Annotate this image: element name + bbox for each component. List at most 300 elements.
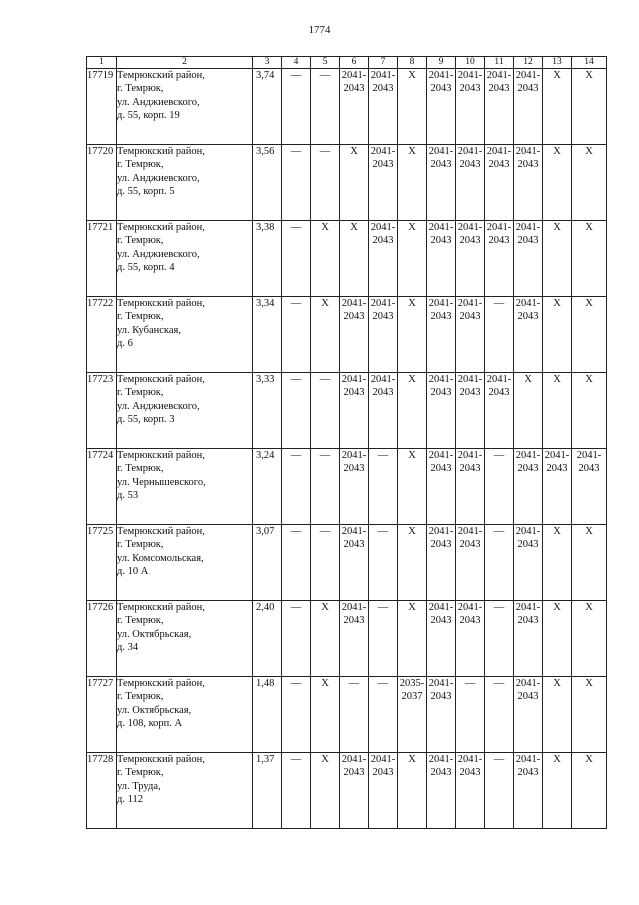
address-line: г. Темрюк, [117, 311, 164, 323]
address-cell [117, 677, 253, 753]
value-cell-col-14 [572, 601, 607, 677]
cell-value: 2041- 2043 [457, 146, 483, 171]
cell-value: 2041- 2043 [428, 298, 454, 323]
value-cell-col-5 [311, 677, 340, 753]
cell-value: — [348, 678, 360, 689]
cell-value: 2041- 2043 [457, 70, 483, 95]
table-row [87, 145, 607, 221]
cell-value: — [377, 678, 389, 689]
cell-value: 3,24 [256, 450, 275, 461]
address-line: ул. Октябрьская, [117, 628, 192, 640]
value-cell-col-9 [427, 601, 456, 677]
value-cell-col-3 [253, 677, 282, 753]
cell-value: 2041- 2043 [515, 678, 541, 703]
value-cell-col-13 [543, 753, 572, 829]
cell-value: Х [321, 222, 329, 233]
cell-value: 2041- 2043 [341, 374, 367, 399]
cell-value: Х [408, 754, 416, 765]
cell-value: Х [553, 754, 561, 765]
cell-value: 2041- 2043 [428, 222, 454, 247]
value-cell-col-5 [311, 221, 340, 297]
column-header: 6 [340, 57, 369, 69]
value-cell-col-4 [282, 373, 311, 449]
cell-value: — [290, 374, 302, 385]
value-cell-col-9 [427, 221, 456, 297]
cell-value: Х [408, 602, 416, 613]
cell-value: 2041- 2043 [370, 374, 396, 399]
value-cell-col-4 [282, 69, 311, 145]
value-cell-col-10 [456, 221, 485, 297]
cell-value: 2041- 2043 [457, 754, 483, 779]
column-header: 2 [117, 57, 253, 69]
address-cell [117, 373, 253, 449]
row-number-cell [87, 221, 117, 297]
address-line: д. 55, корп. 5 [117, 186, 175, 198]
cell-value: 2041- 2043 [428, 146, 454, 171]
value-cell-col-9 [427, 145, 456, 221]
cell-value: Х [350, 146, 358, 157]
cell-value: 2041- 2043 [515, 222, 541, 247]
address-line: д. 6 [117, 338, 133, 350]
row-number-cell [87, 601, 117, 677]
value-cell-col-6 [340, 297, 369, 373]
cell-value: — [319, 450, 331, 461]
cell-value: 2041- 2043 [515, 754, 541, 779]
address-cell [117, 601, 253, 677]
value-cell-col-14 [572, 753, 607, 829]
row-number: 17728 [87, 754, 114, 765]
cell-value: Х [585, 754, 593, 765]
cell-value: 3,56 [256, 146, 275, 157]
row-number-cell [87, 449, 117, 525]
cell-value: 2041- 2043 [457, 450, 483, 475]
cell-value: — [290, 70, 302, 81]
cell-value: 2041- 2043 [486, 146, 512, 171]
cell-value: — [493, 526, 505, 537]
value-cell-col-5 [311, 601, 340, 677]
value-cell-col-11 [485, 373, 514, 449]
value-cell-col-13 [543, 69, 572, 145]
address-line: Темрюкский район, [117, 146, 205, 157]
cell-value: 2041- 2043 [457, 602, 483, 627]
cell-value: Х [585, 374, 593, 385]
value-cell-col-9 [427, 69, 456, 145]
cell-value: Х [553, 602, 561, 613]
value-cell-col-6 [340, 525, 369, 601]
value-cell-col-7 [369, 677, 398, 753]
cell-value: — [290, 754, 302, 765]
value-cell-col-14 [572, 373, 607, 449]
cell-value: Х [553, 374, 561, 385]
table-row [87, 753, 607, 829]
cell-value: — [493, 602, 505, 613]
address-line: Темрюкский район, [117, 602, 205, 613]
cell-value: 2041- 2043 [515, 70, 541, 95]
address-line: д. 112 [117, 794, 143, 806]
value-cell-col-4 [282, 677, 311, 753]
value-cell-col-7 [369, 753, 398, 829]
cell-value: 2041- 2043 [370, 222, 396, 247]
cell-value: 2041- 2043 [341, 754, 367, 779]
cell-value: 3,33 [256, 374, 275, 385]
value-cell-col-14 [572, 525, 607, 601]
cell-value: 2041- 2043 [428, 70, 454, 95]
address-line: д. 55, корп. 3 [117, 414, 175, 426]
column-header: 3 [253, 57, 282, 69]
cell-value: 2041- 2043 [515, 526, 541, 551]
value-cell-col-8 [398, 753, 427, 829]
value-cell-col-10 [456, 69, 485, 145]
table-row [87, 373, 607, 449]
cell-value: — [290, 146, 302, 157]
address-line: ул. Анджиевского, [117, 248, 200, 260]
cell-value: — [493, 298, 505, 309]
value-cell-col-7 [369, 145, 398, 221]
cell-value: Х [321, 678, 329, 689]
address-line: ул. Анджиевского, [117, 96, 200, 108]
cell-value: 2,40 [256, 602, 275, 613]
address-line: ул. Труда, [117, 780, 161, 792]
cell-value: 2041- 2043 [544, 450, 570, 475]
value-cell-col-5 [311, 145, 340, 221]
value-cell-col-10 [456, 753, 485, 829]
cell-value: — [290, 678, 302, 689]
cell-value: — [377, 526, 389, 537]
row-number-cell [87, 69, 117, 145]
value-cell-col-7 [369, 525, 398, 601]
column-header: 7 [369, 57, 398, 69]
value-cell-col-6 [340, 601, 369, 677]
column-header: 10 [456, 57, 485, 69]
column-header: 14 [572, 57, 607, 69]
table-row [87, 677, 607, 753]
value-cell-col-11 [485, 221, 514, 297]
value-cell-col-13 [543, 449, 572, 525]
cell-value: — [493, 754, 505, 765]
table-row [87, 449, 607, 525]
address-line: Темрюкский район, [117, 70, 205, 81]
cell-value: — [493, 450, 505, 461]
value-cell-col-12 [514, 525, 543, 601]
column-header: 11 [485, 57, 514, 69]
row-number: 17725 [87, 526, 114, 537]
row-number-cell [87, 373, 117, 449]
cell-value: 3,38 [256, 222, 275, 233]
value-cell-col-11 [485, 145, 514, 221]
table-row [87, 297, 607, 373]
cell-value: — [290, 298, 302, 309]
address-line: г. Темрюк, [117, 691, 164, 703]
cell-value: Х [553, 526, 561, 537]
value-cell-col-10 [456, 449, 485, 525]
address-line: д. 10 А [117, 566, 149, 578]
column-header: 12 [514, 57, 543, 69]
address-cell [117, 753, 253, 829]
value-cell-col-10 [456, 601, 485, 677]
value-cell-col-11 [485, 753, 514, 829]
cell-value: — [464, 678, 476, 689]
value-cell-col-12 [514, 677, 543, 753]
cell-value: 2041- 2043 [341, 298, 367, 323]
row-number: 17723 [87, 374, 114, 385]
column-header: 9 [427, 57, 456, 69]
value-cell-col-3 [253, 525, 282, 601]
value-cell-col-14 [572, 221, 607, 297]
cell-value: 2041- 2043 [341, 70, 367, 95]
address-line: ул. Кубанская, [117, 324, 181, 336]
value-cell-col-10 [456, 145, 485, 221]
value-cell-col-14 [572, 297, 607, 373]
value-cell-col-4 [282, 525, 311, 601]
value-cell-col-13 [543, 601, 572, 677]
address-cell [117, 221, 253, 297]
row-number-cell [87, 297, 117, 373]
address-line: Темрюкский район, [117, 222, 205, 233]
cell-value: Х [553, 298, 561, 309]
address-line: ул. Анджиевского, [117, 400, 200, 412]
column-header: 1 [87, 57, 117, 69]
value-cell-col-7 [369, 373, 398, 449]
cell-value: 2041- 2043 [457, 374, 483, 399]
value-cell-col-5 [311, 373, 340, 449]
value-cell-col-8 [398, 297, 427, 373]
value-cell-col-5 [311, 449, 340, 525]
column-header: 5 [311, 57, 340, 69]
value-cell-col-3 [253, 69, 282, 145]
value-cell-col-5 [311, 69, 340, 145]
value-cell-col-6 [340, 69, 369, 145]
cell-value: Х [321, 754, 329, 765]
address-line: Темрюкский район, [117, 526, 205, 537]
column-header: 13 [543, 57, 572, 69]
value-cell-col-9 [427, 677, 456, 753]
cell-value: 2041- 2043 [486, 374, 512, 399]
value-cell-col-10 [456, 373, 485, 449]
value-cell-col-4 [282, 297, 311, 373]
value-cell-col-11 [485, 677, 514, 753]
value-cell-col-3 [253, 373, 282, 449]
cell-value: Х [408, 222, 416, 233]
value-cell-col-12 [514, 297, 543, 373]
value-cell-col-9 [427, 373, 456, 449]
table-body [87, 57, 607, 829]
cell-value: 2041- 2043 [457, 222, 483, 247]
cell-value: 2041- 2043 [576, 450, 602, 475]
table-row [87, 69, 607, 145]
row-number: 17722 [87, 298, 114, 309]
column-header-row [87, 57, 607, 69]
value-cell-col-8 [398, 449, 427, 525]
row-number-cell [87, 753, 117, 829]
cell-value: 2041- 2043 [428, 754, 454, 779]
cell-value: 2041- 2043 [515, 450, 541, 475]
cell-value: — [290, 602, 302, 613]
address-cell [117, 145, 253, 221]
cell-value: Х [585, 298, 593, 309]
cell-value: — [493, 678, 505, 689]
value-cell-col-4 [282, 601, 311, 677]
value-cell-col-6 [340, 677, 369, 753]
cell-value: Х [553, 70, 561, 81]
value-cell-col-9 [427, 449, 456, 525]
table-row [87, 525, 607, 601]
cell-value: Х [408, 298, 416, 309]
cell-value: Х [408, 146, 416, 157]
value-cell-col-6 [340, 373, 369, 449]
value-cell-col-14 [572, 449, 607, 525]
cell-value: 3,74 [256, 70, 275, 81]
value-cell-col-8 [398, 601, 427, 677]
cell-value: 1,48 [256, 678, 275, 689]
address-line: д. 55, корп. 4 [117, 262, 175, 274]
cell-value: 2041- 2043 [428, 602, 454, 627]
address-line: Темрюкский район, [117, 678, 205, 689]
value-cell-col-10 [456, 297, 485, 373]
cell-value: Х [553, 146, 561, 157]
value-cell-col-7 [369, 69, 398, 145]
cell-value: — [290, 526, 302, 537]
value-cell-col-7 [369, 221, 398, 297]
register-table [86, 56, 607, 829]
value-cell-col-11 [485, 297, 514, 373]
cell-value: 2041- 2043 [428, 374, 454, 399]
address-line: г. Темрюк, [117, 767, 164, 779]
value-cell-col-5 [311, 297, 340, 373]
cell-value: — [319, 374, 331, 385]
value-cell-col-8 [398, 145, 427, 221]
cell-value: — [319, 146, 331, 157]
cell-value: Х [585, 678, 593, 689]
address-line: д. 53 [117, 490, 139, 502]
address-line: Темрюкский район, [117, 298, 205, 309]
row-number: 17724 [87, 450, 114, 461]
value-cell-col-12 [514, 601, 543, 677]
value-cell-col-8 [398, 221, 427, 297]
address-line: Темрюкский район, [117, 374, 205, 385]
cell-value: 2041- 2043 [428, 526, 454, 551]
cell-value: 2041- 2043 [486, 222, 512, 247]
value-cell-col-3 [253, 601, 282, 677]
address-line: г. Темрюк, [117, 463, 164, 475]
row-number: 17720 [87, 146, 114, 157]
cell-value: — [377, 450, 389, 461]
cell-value: Х [408, 374, 416, 385]
value-cell-col-6 [340, 449, 369, 525]
table-row [87, 221, 607, 297]
cell-value: — [377, 602, 389, 613]
address-line: г. Темрюк, [117, 235, 164, 247]
cell-value: Х [350, 222, 358, 233]
address-line: г. Темрюк, [117, 83, 164, 95]
address-line: ул. Октябрьская, [117, 704, 192, 716]
value-cell-col-12 [514, 69, 543, 145]
address-cell [117, 449, 253, 525]
cell-value: Х [524, 374, 532, 385]
cell-value: Х [585, 602, 593, 613]
cell-value: 2041- 2043 [457, 298, 483, 323]
value-cell-col-7 [369, 449, 398, 525]
cell-value: Х [408, 70, 416, 81]
row-number-cell [87, 525, 117, 601]
address-line: г. Темрюк, [117, 615, 164, 627]
value-cell-col-13 [543, 221, 572, 297]
address-line: ул. Анджиевского, [117, 172, 200, 184]
address-line: г. Темрюк, [117, 159, 164, 171]
value-cell-col-3 [253, 753, 282, 829]
address-line: г. Темрюк, [117, 387, 164, 399]
row-number: 17726 [87, 602, 114, 613]
value-cell-col-5 [311, 753, 340, 829]
cell-value: 2041- 2043 [341, 450, 367, 475]
address-line: ул. Чернышевского, [117, 476, 206, 488]
cell-value: Х [408, 526, 416, 537]
value-cell-col-8 [398, 677, 427, 753]
cell-value: 2041- 2043 [341, 602, 367, 627]
value-cell-col-13 [543, 677, 572, 753]
address-line: д. 55, корп. 19 [117, 110, 180, 122]
cell-value: 2041- 2043 [370, 146, 396, 171]
address-cell [117, 69, 253, 145]
row-number: 17727 [87, 678, 114, 689]
cell-value: 1,37 [256, 754, 275, 765]
value-cell-col-12 [514, 753, 543, 829]
cell-value: 2041- 2043 [515, 146, 541, 171]
value-cell-col-3 [253, 145, 282, 221]
address-cell [117, 525, 253, 601]
row-number-cell [87, 145, 117, 221]
cell-value: 2041- 2043 [515, 602, 541, 627]
cell-value: Х [585, 146, 593, 157]
cell-value: Х [321, 602, 329, 613]
value-cell-col-10 [456, 677, 485, 753]
value-cell-col-7 [369, 601, 398, 677]
address-line: г. Темрюк, [117, 539, 164, 551]
address-line: д. 108, корп. А [117, 718, 183, 730]
cell-value: Х [585, 526, 593, 537]
cell-value: Х [408, 450, 416, 461]
value-cell-col-3 [253, 449, 282, 525]
cell-value: 3,34 [256, 298, 275, 309]
cell-value: 2041- 2043 [341, 526, 367, 551]
value-cell-col-12 [514, 449, 543, 525]
address-line: Темрюкский район, [117, 754, 205, 765]
value-cell-col-12 [514, 221, 543, 297]
value-cell-col-6 [340, 753, 369, 829]
address-cell [117, 297, 253, 373]
value-cell-col-11 [485, 525, 514, 601]
cell-value: — [290, 222, 302, 233]
value-cell-col-13 [543, 373, 572, 449]
cell-value: 2041- 2043 [457, 526, 483, 551]
cell-value: 2041- 2043 [370, 754, 396, 779]
value-cell-col-6 [340, 145, 369, 221]
row-number-cell [87, 677, 117, 753]
value-cell-col-3 [253, 297, 282, 373]
value-cell-col-7 [369, 297, 398, 373]
value-cell-col-9 [427, 525, 456, 601]
value-cell-col-13 [543, 525, 572, 601]
cell-value: 2041- 2043 [428, 450, 454, 475]
cell-value: 2041- 2043 [515, 298, 541, 323]
value-cell-col-4 [282, 753, 311, 829]
cell-value: 2041- 2043 [428, 678, 454, 703]
cell-value: — [319, 70, 331, 81]
column-header: 4 [282, 57, 311, 69]
value-cell-col-4 [282, 221, 311, 297]
cell-value: 3,07 [256, 526, 275, 537]
address-line: Темрюкский район, [117, 450, 205, 461]
cell-value: 2035- 2037 [399, 678, 425, 703]
